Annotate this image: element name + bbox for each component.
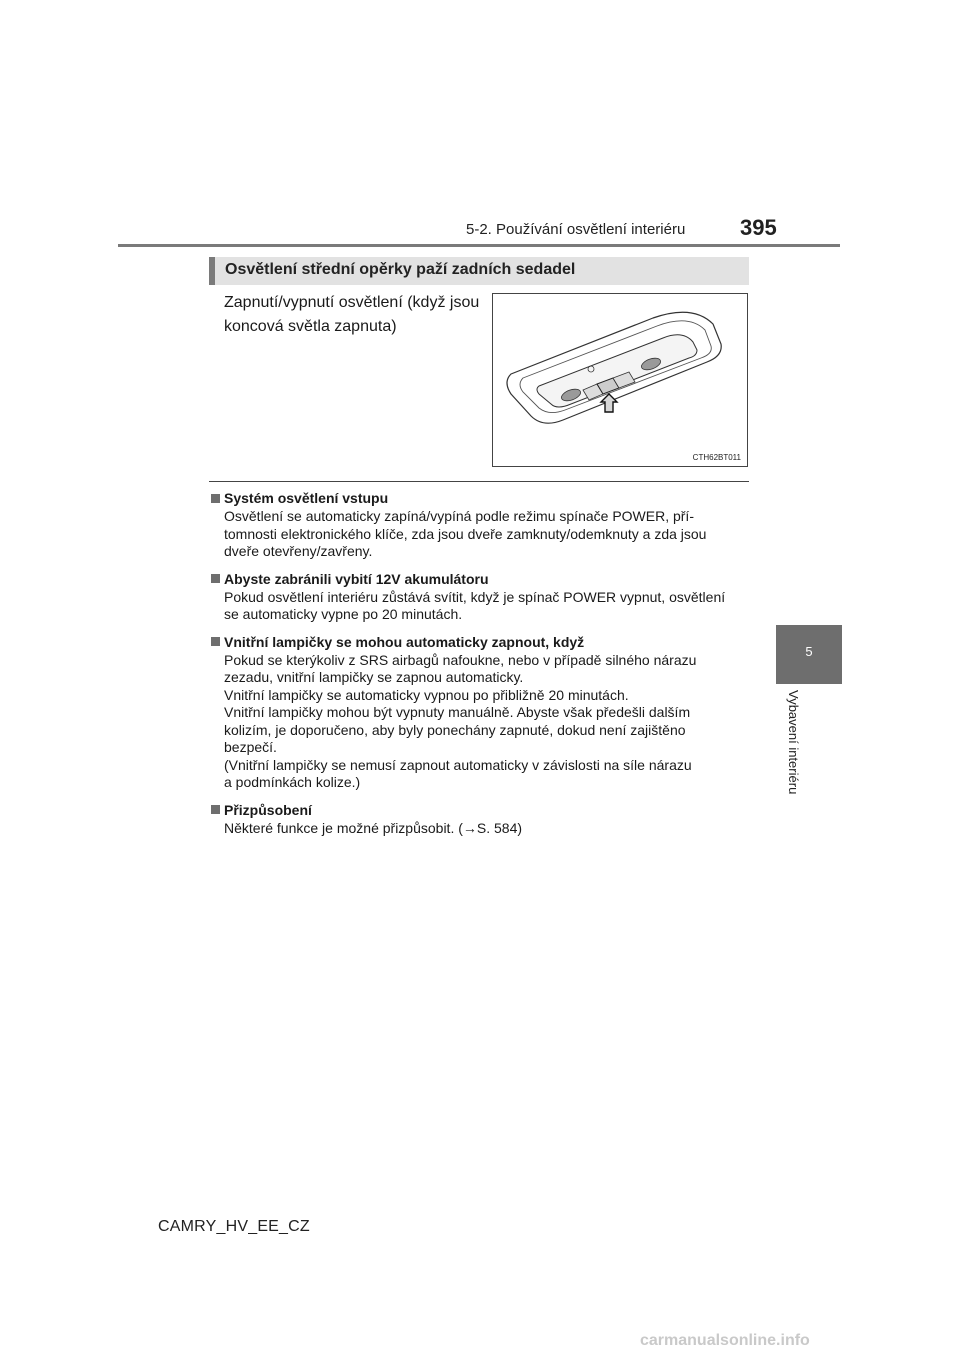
note-heading [211, 488, 749, 508]
running-header: 5-2. Používání osvětlení interiéru [466, 221, 686, 238]
bullet-square-icon [211, 805, 220, 814]
bullet-square-icon [211, 574, 220, 583]
bullet-square-icon [211, 637, 220, 646]
note-entry-auto-on [211, 632, 749, 792]
note-body [211, 652, 749, 792]
note-line: zezadu, vnitřní lampičky se zapnou automaticky. [224, 669, 524, 685]
chapter-label-container [786, 690, 806, 820]
note-heading [211, 632, 749, 652]
section-title: Osvětlení střední opěrky paží zadních sedadel [225, 261, 576, 278]
intro-text: Zapnutí/vypnutí osvětlení (když jsou koncová světla zapnuta) [224, 294, 480, 335]
section-title-bar [209, 257, 215, 285]
note-line: kolizím, je doporučeno, aby byly ponechány zapnuté, dokud není zajištěno [224, 721, 686, 738]
chapter-tab [776, 625, 842, 684]
chapter-number: 5 [805, 644, 813, 659]
note-body [211, 589, 749, 624]
note-line: se automaticky vypne po 20 minutách. [224, 606, 463, 622]
bullet-square-icon [211, 494, 220, 503]
note-line: a podmínkách kolize.) [224, 774, 361, 790]
note-line: Pokud se kterýkoliv z SRS airbagů nafoukne, nebo v případě silného nárazu [224, 651, 697, 668]
notes-list [211, 488, 749, 845]
note-line: bezpečí. [224, 739, 277, 755]
note-line: dveře otevřeny/zavřeny. [224, 543, 373, 559]
cross-reference-line: Některé funkce je možné přizpůsobit. (→S. 584) [224, 819, 523, 836]
note-line: Osvětlení se automaticky zapíná/vypíná podle režimu spínače POWER, pří- [224, 508, 694, 524]
note-title: Abyste zabránili vybití 12V akumulátoru [224, 570, 489, 587]
note-title: Přizpůsobení [224, 801, 312, 818]
chapter-label: Vybavení interiéru [786, 690, 801, 795]
note-line: Vnitřní lampičky se automaticky vypnou po přibližně 20 minutách. [224, 686, 629, 703]
note-line: (Vnitřní lampičky se nemusí zapnout automaticky v závislosti na síle nárazu [224, 756, 692, 773]
header-rule [118, 244, 840, 247]
note-body [211, 508, 749, 561]
document-id: CAMRY_HV_EE_CZ [158, 1218, 310, 1235]
note-line: tomnosti elektronického klíče, zda jsou dveře zamknuty/odemknuty a zda jsou [224, 525, 707, 542]
note-body [211, 820, 749, 838]
armrest-panel-drawing [493, 294, 747, 466]
note-entry-battery [211, 569, 749, 624]
watermark: carmanualsonline.info [640, 1332, 810, 1349]
note-line: Vnitřní lampičky mohou být vypnuty manuálně. Abyste však předešli dalším [224, 704, 691, 720]
section-title-box [209, 257, 749, 285]
figure-code: CTH62BT011 [692, 453, 741, 462]
note-heading [211, 569, 749, 589]
note-entry-system [211, 488, 749, 561]
page-number: 395 [740, 215, 777, 240]
section-rule [209, 481, 749, 482]
note-title: Vnitřní lampičky se mohou automaticky zapnout, když [224, 633, 585, 650]
armrest-light-illustration [492, 293, 748, 467]
note-entry-customize [211, 800, 749, 838]
note-line: Pokud osvětlení interiéru zůstává svítit, když je spínač POWER vypnut, osvětlení [224, 588, 726, 605]
note-heading [211, 800, 749, 820]
note-title: Systém osvětlení vstupu [224, 490, 389, 506]
